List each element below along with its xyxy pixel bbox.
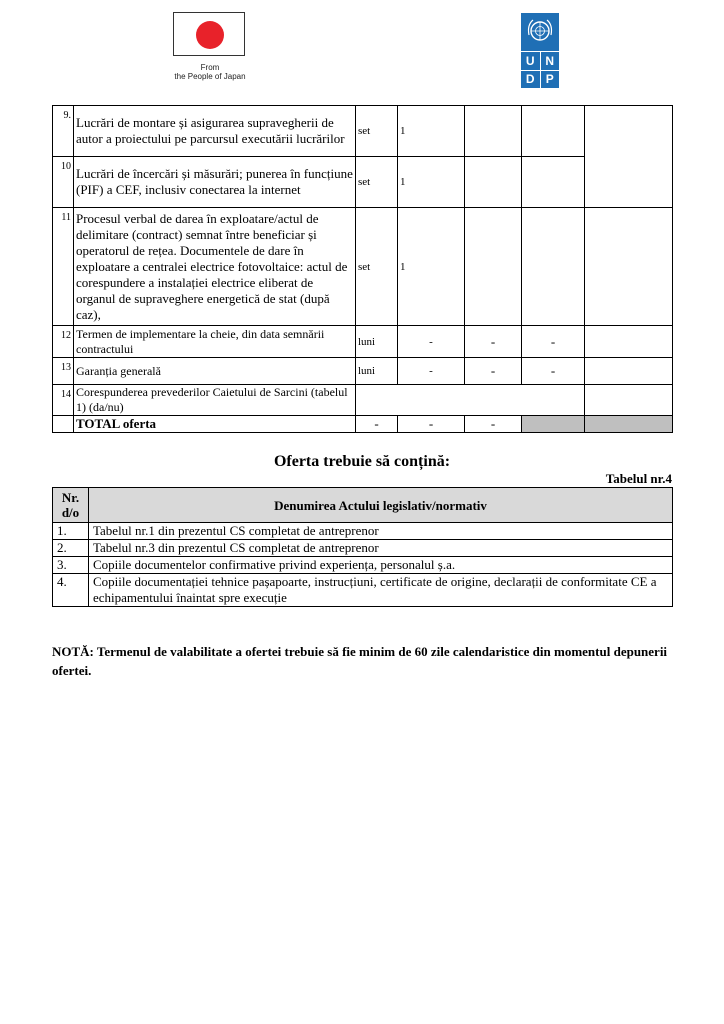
- row-quantity: 1: [398, 208, 465, 326]
- row-description: Lucrări de încercări și măsurări; punerea în funcțiune (PIF) a CEF, inclusiv conectarea la internet: [74, 157, 356, 208]
- required-documents-table: [52, 487, 673, 607]
- total-row: [53, 416, 673, 433]
- table-row: [53, 540, 673, 557]
- row-text: Tabelul nr.1 din prezentul CS completat de antreprenor: [89, 523, 673, 540]
- undp-letter: P: [541, 71, 560, 89]
- table-row: [53, 523, 673, 540]
- row-cell: [465, 208, 522, 326]
- undp-letters: [521, 52, 559, 88]
- validity-note: [52, 642, 672, 680]
- row-number: 3.: [53, 557, 89, 574]
- table-row: [53, 385, 673, 416]
- row-description: Procesul verbal de darea în exploatare/actul de delimitare (contract) semnat între beneficiar și operatorul de rețea. Documentele de dare în exploatare a centralei electrice fotovoltaice: actul de corespundere a instalației electrice eliberat de organul de supraveghere energetică de stat (după caz),: [74, 208, 356, 326]
- total-cell: -: [356, 416, 398, 433]
- row-text: Tabelul nr.3 din prezentul CS completat de antreprenor: [89, 540, 673, 557]
- row-description: Termen de implementare la cheie, din data semnării contractului: [74, 326, 356, 358]
- row-unit: luni: [356, 358, 398, 385]
- row-number: 2.: [53, 540, 89, 557]
- column-header-nr: Nr. d/o: [53, 488, 89, 523]
- total-cell: -: [398, 416, 465, 433]
- row-cell: [522, 157, 585, 208]
- total-cell-shaded: [522, 416, 585, 433]
- row-text: Copiile documentației tehnice pașapoarte, instrucțiuni, certificate de origine, declarații de conformitate CE a echipamentului înaintat spre execuție: [89, 574, 673, 607]
- table-row: [53, 358, 673, 385]
- note-label: NOTĂ:: [52, 644, 94, 659]
- row-cell: -: [465, 326, 522, 358]
- row-number: 9.: [53, 106, 74, 157]
- row-text: Copiile documentelor confirmative privind experiența, personalul ș.a.: [89, 557, 673, 574]
- table-row: [53, 574, 673, 607]
- japan-caption-line1: From: [200, 63, 220, 72]
- row-cell: [585, 358, 673, 385]
- row-quantity: 1: [398, 106, 465, 157]
- row-cell: [465, 106, 522, 157]
- undp-letter: N: [541, 52, 560, 70]
- row-quantity: -: [398, 326, 465, 358]
- row-cell: [522, 106, 585, 157]
- row-cell: [585, 385, 673, 416]
- row-cell: [585, 106, 673, 157]
- row-cell: [522, 208, 585, 326]
- table-row: [53, 208, 673, 326]
- note-text: Termenul de valabilitate a ofertei trebuie să fie minim de 60 zile calendaristice din momentul depunerii ofertei.: [52, 644, 668, 678]
- row-number: 14: [53, 385, 74, 416]
- row-cell: [585, 157, 673, 208]
- un-emblem-icon: [521, 13, 559, 51]
- table-row: [53, 326, 673, 358]
- column-header-name: Denumirea Actului legislativ/normativ: [89, 488, 673, 523]
- row-quantity: 1: [398, 157, 465, 208]
- offer-items-table: [52, 105, 673, 433]
- row-number: 11: [53, 208, 74, 326]
- row-cell-merged: [356, 385, 585, 416]
- row-description: Lucrări de montare și asigurarea supravegherii de autor a proiectului pe parcursul executării lucrărilor: [74, 106, 356, 157]
- japan-aid-logo: [166, 12, 254, 84]
- page-header: [0, 0, 724, 100]
- row-cell: [465, 157, 522, 208]
- row-quantity: -: [398, 358, 465, 385]
- row-description: Garanția generală: [74, 358, 356, 385]
- table-header-row: [53, 488, 673, 523]
- section-title: Oferta trebuie să conțină:: [273, 453, 451, 470]
- row-number: 13: [53, 358, 74, 385]
- row-unit: set: [356, 157, 398, 208]
- total-label: TOTAL oferta: [74, 416, 356, 433]
- japan-logo-caption: [166, 63, 254, 81]
- undp-letter: U: [521, 52, 540, 70]
- japan-caption-line2: the People of Japan: [174, 72, 246, 81]
- row-unit: luni: [356, 326, 398, 358]
- total-cell: -: [465, 416, 522, 433]
- row-unit: set: [356, 106, 398, 157]
- row-number: [53, 416, 74, 433]
- row-cell: -: [522, 326, 585, 358]
- table-row: [53, 106, 673, 157]
- row-cell: -: [522, 358, 585, 385]
- total-cell-shaded: [585, 416, 673, 433]
- row-number: 12: [53, 326, 74, 358]
- undp-letter: D: [521, 71, 540, 89]
- row-cell: -: [465, 358, 522, 385]
- row-number: 4.: [53, 574, 89, 607]
- row-cell: [585, 208, 673, 326]
- row-description: Corespunderea prevederilor Caietului de Sarcini (tabelul 1) (da/nu): [74, 385, 356, 416]
- japan-flag-icon: [173, 12, 245, 56]
- row-unit: set: [356, 208, 398, 326]
- row-number: 10: [53, 157, 74, 208]
- row-cell: [585, 326, 673, 358]
- undp-logo: [521, 13, 559, 87]
- row-number: 1.: [53, 523, 89, 540]
- table-label: Tabelul nr.4: [605, 471, 672, 486]
- table-row: [53, 157, 673, 208]
- table-row: [53, 557, 673, 574]
